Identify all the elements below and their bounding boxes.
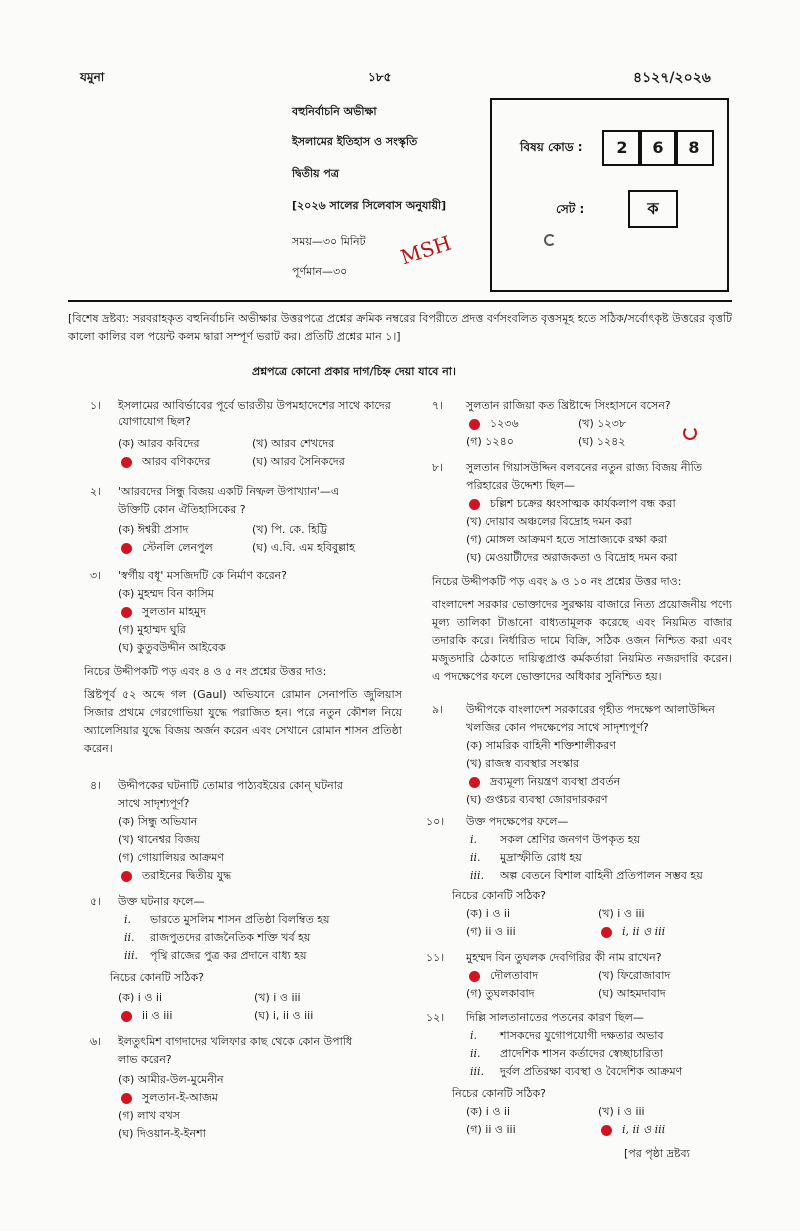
q11-option-c: (গ) তুঘলকাবাদ bbox=[466, 987, 535, 1000]
q5-option-b: (খ) i ও iii bbox=[254, 991, 301, 1004]
q5-text: উক্ত ঘটনার ফলে— bbox=[118, 895, 205, 908]
q9-option-d: (ঘ) গুপ্তচর ব্যবস্থা জোরদারকরণ bbox=[466, 793, 608, 806]
q3-option-b: সুলতান মাহমুদ bbox=[142, 605, 206, 618]
q2-option-b: (খ) পি. কে. হিট্টি bbox=[252, 523, 328, 536]
stem1-title: নিচের উদ্দীপকটি পড় এবং ৪ ও ৫ নং প্রশ্নের উত্তর দাও: bbox=[84, 665, 327, 678]
time-limit: সময়—৩০ মিনিট bbox=[292, 235, 366, 248]
q2-number: ২। bbox=[90, 485, 102, 498]
q1-option-d: (ঘ) আরব সৈনিকদের bbox=[252, 455, 345, 468]
q6-text-line2: লাভ করেন? bbox=[118, 1053, 172, 1066]
q1-option-c: আরব বণিকদের bbox=[142, 455, 211, 468]
q10-roman-i: i. bbox=[470, 833, 478, 846]
q8-text-line1: সুলতান গিয়াসউদ্দিন বলবনের নতুন রাজ্য বিজয় নীতি bbox=[466, 461, 703, 474]
q12-text: দিল্লি সালতানাতের পতনের কারণ ছিল— bbox=[466, 1011, 644, 1024]
q9-text-line1: উদ্দীপকে বাংলাদেশ সরকারের গৃহীত পদক্ষেপ আলাউদ্দিন bbox=[466, 703, 715, 716]
q7-answer-mark bbox=[469, 419, 480, 430]
q10-statement-iii: অল্প বেতনে বিশাল বাহিনী প্রতিপালন সম্ভব হয় bbox=[500, 869, 703, 882]
q8-text-line2: পরিহারের উদ্দেশ্য ছিল— bbox=[466, 479, 575, 492]
q5-option-a: (ক) i ও ii bbox=[118, 991, 163, 1004]
q12-option-b: (খ) i ও iii bbox=[598, 1105, 645, 1118]
syllabus-note: [২০২৬ সালের সিলেবাস অনুযায়ী] bbox=[292, 199, 447, 212]
q10-number: ১০। bbox=[426, 815, 445, 828]
q3-number: ৩। bbox=[90, 569, 102, 582]
q1-answer-mark bbox=[121, 457, 132, 468]
q1-text: ইসলামের আবির্ভাবের পূর্বে ভারতীয় উপমহাদেশের সাথে কাদের যোগাযোগ ছিল? bbox=[118, 399, 391, 428]
page-number: ১৮৫ bbox=[368, 70, 392, 84]
q5-which: নিচের কোনটি সঠিক? bbox=[110, 971, 204, 984]
q2-option-d: (ঘ) এ.বি. এম হবিবুল্লাহ bbox=[252, 541, 355, 554]
q9-number: ৯। bbox=[432, 703, 444, 716]
q6-number: ৬। bbox=[90, 1035, 102, 1048]
subject-code-digit: 8 bbox=[674, 130, 714, 166]
q9-text-line2: খলজির কোন পদক্ষেপের সাথে সাদৃশ্যপূর্ণ? bbox=[466, 721, 649, 734]
q2-option-a: (ক) ঈশ্বরী প্রসাদ bbox=[118, 523, 189, 536]
q3-answer-mark bbox=[121, 607, 132, 618]
q4-option-d: তরাইনের দ্বিতীয় যুদ্ধ bbox=[142, 869, 232, 882]
q10-option-a: (ক) i ও ii bbox=[466, 907, 511, 920]
q9-option-a: (ক) সামরিক বাহিনী শক্তিশালীকরণ bbox=[466, 739, 616, 752]
q3-option-a: (ক) মুহম্মদ বিন কাসিম bbox=[118, 587, 214, 600]
exam-type: বহুনির্বাচনি অভীক্ষা bbox=[292, 105, 377, 118]
q6-option-b: সুলতান-ই-আজম bbox=[142, 1091, 218, 1104]
q4-text-line1: উদ্দীপকের ঘটনাটি তোমার পাঠ্যবইয়ের কোন্ ঘটনার bbox=[118, 779, 343, 792]
q11-option-a: দৌলতাবাদ bbox=[490, 969, 539, 982]
q2-text-line1: 'আরবদের সিন্ধু বিজয় একটি নিষ্ফল উপাখ্যান'—এ bbox=[118, 485, 340, 498]
q3-option-c: (গ) মুহাম্মদ ঘুরি bbox=[118, 623, 186, 636]
q4-option-a: (ক) সিন্ধু অভিযান bbox=[118, 815, 198, 828]
q8-option-b: (খ) দোয়াব অঞ্চলের বিদ্রোহ দমন করা bbox=[466, 515, 632, 528]
q7-text: সুলতান রাজিয়া কত খ্রিষ্টাব্দে সিংহাসনে বসেন? bbox=[466, 399, 671, 412]
q5-statement-ii: রাজপুতদের রাজনৈতিক শক্তি খর্ব হয় bbox=[150, 931, 311, 944]
header-divider bbox=[68, 300, 732, 302]
q6-option-a: (ক) আমীর-উল-মুমেনীন bbox=[118, 1073, 224, 1086]
stem2-text: বাংলাদেশ সরকার ভোক্তাদের সুরক্ষায় বাজারে নিত্য প্রয়োজনীয় পণ্যে মূল্য তালিকা টাঙানো বাধ্যতামূলক করেছে এবং নিয়মিত বাজার তদারকি করে। নির্ধারিত দামে বিক্রি, সঠিক ওজন নিশ্চিত করা এবং মজুতদারি ঠেকাতে দায়িত্বপ্রাপ্ত কর্মকর্তারা নিয়মিত নজরদারি করেন। এ পদক্ষেপের ফলে ভোক্তাদের অধিকার সুনিশ্চিত হয়। bbox=[432, 598, 732, 683]
q8-option-d: (ঘ) মেওয়াটীদের অরাজকতা ও বিদ্রোহ দমন করা bbox=[466, 551, 678, 564]
q5-roman-i: i. bbox=[124, 913, 132, 926]
q12-number: ১২। bbox=[426, 1011, 445, 1024]
special-instructions: [বিশেষ দ্রষ্টব্য: সরবরাহকৃত বহুনির্বাচনি অভীক্ষার উত্তরপত্রে প্রশ্নের ক্রমিক নম্বরের বিপরীতে প্রদত্ত বর্ণসংবলিত বৃত্তসমূহ হতে সঠিক/সর্বোৎকৃষ্ট উত্তরের বৃত্তটি কালো কালির বল পয়েন্ট কলম দ্বারা সম্পূর্ণ ভরাট কর। প্রতিটি প্রশ্নের মান ১।] bbox=[68, 312, 732, 343]
pen-scribble bbox=[544, 234, 556, 246]
q2-text-line2: উক্তিটি কোন ঐতিহাসিকের ? bbox=[118, 503, 246, 516]
q2-option-c: স্টেনলি লেনপুল bbox=[142, 541, 213, 554]
set-value: ক bbox=[628, 190, 678, 228]
q12-option-a: (ক) i ও ii bbox=[466, 1105, 511, 1118]
q6-text-line1: ইলতুৎমিশ বাগদাদের খলিফার কাছ থেকে কোন উপাধি bbox=[118, 1035, 353, 1048]
q8-number: ৮। bbox=[432, 461, 444, 474]
q5-roman-iii: iii. bbox=[124, 949, 139, 962]
board-name: যমুনা bbox=[80, 70, 105, 84]
q7-option-a: ১২৩৬ bbox=[490, 417, 519, 430]
q10-answer-mark bbox=[601, 927, 612, 938]
q12-answer-mark bbox=[601, 1125, 612, 1136]
q5-answer-mark bbox=[121, 1011, 132, 1022]
q2-answer-mark bbox=[121, 543, 132, 554]
q8-answer-mark bbox=[469, 499, 480, 510]
handwritten-initials: MSH bbox=[397, 230, 455, 270]
q8-option-a: চল্লিশ চক্রের ধ্বংসাত্মক কার্যকলাপ বন্ধ করা bbox=[490, 497, 676, 510]
q11-option-d: (ঘ) আহমদাবাদ bbox=[598, 987, 666, 1000]
q7-option-c: (গ) ১২৪০ bbox=[466, 435, 514, 448]
q12-which: নিচের কোনটি সঠিক? bbox=[452, 1087, 546, 1100]
subject-title: ইসলামের ইতিহাস ও সংস্কৃতি bbox=[292, 135, 418, 148]
q11-option-b: (খ) ফিরোজাবাদ bbox=[598, 969, 671, 982]
q12-statement-i: শাসকদের যুগোপযোগী দক্ষতার অভাব bbox=[500, 1029, 664, 1042]
code-set-box bbox=[490, 98, 729, 292]
code-number: ৪১২৭/২০২৬ bbox=[633, 70, 711, 86]
q5-statement-i: ভারতে মুসলিম শাসন প্রতিষ্ঠা বিলম্বিত হয় bbox=[150, 913, 330, 926]
q1-option-b: (খ) আরব শেখদের bbox=[252, 437, 335, 450]
q10-roman-ii: ii. bbox=[470, 851, 481, 864]
q6-answer-mark bbox=[121, 1093, 132, 1104]
q11-number: ১১। bbox=[426, 951, 445, 964]
subject-code-digit: 6 bbox=[638, 130, 678, 166]
q7-number: ৭। bbox=[432, 399, 444, 412]
q11-answer-mark bbox=[469, 971, 480, 982]
q5-number: ৫। bbox=[90, 895, 102, 908]
q6-option-d: (ঘ) দিওয়ান-ই-ইনশা bbox=[118, 1127, 206, 1140]
q9-option-b: (খ) রাজস্ব ব্যবস্থার সংস্কার bbox=[466, 757, 580, 770]
q9-option-c: দ্রব্যমূল্য নিয়ন্ত্রণ ব্যবস্থা প্রবর্তন bbox=[490, 775, 621, 788]
q11-text: মুহম্মদ বিন তুঘলক দেবগিরির কী নাম রাখেন? bbox=[466, 951, 662, 964]
q5-statement-iii: পৃথ্বি রাজের পুত্র কর প্রদানে বাধ্য হয় bbox=[150, 949, 307, 962]
q1-number: ১। bbox=[90, 399, 102, 412]
q6-option-c: (গ) লাখ বখস bbox=[118, 1109, 181, 1122]
q5-roman-ii: ii. bbox=[124, 931, 135, 944]
q5-option-c: ii ও iii bbox=[142, 1009, 173, 1022]
q12-roman-i: i. bbox=[470, 1029, 478, 1042]
q3-option-d: (ঘ) কুতুবউদ্দীন আইবেক bbox=[118, 641, 226, 654]
q10-which: নিচের কোনটি সঠিক? bbox=[452, 889, 546, 902]
q4-option-c: (গ) গোয়ালিয়র আক্রমণ bbox=[118, 851, 224, 864]
q12-statement-iii: দুর্বল প্রতিরক্ষা ব্যবস্থা ও বৈদেশিক আক্রমণ bbox=[500, 1065, 683, 1078]
q3-text: 'স্বর্গীয় বধূ' মসজিদটি কে নির্মাণ করেন? bbox=[118, 569, 288, 582]
q10-roman-iii: iii. bbox=[470, 869, 485, 882]
q8-option-c: (গ) মোঙ্গল আক্রমণ হতে সাম্রাজ্যকে রক্ষা করা bbox=[466, 533, 667, 546]
q12-option-c: (গ) ii ও iii bbox=[466, 1123, 516, 1136]
paper-title: দ্বিতীয় পত্র bbox=[292, 167, 339, 180]
stem2-title: নিচের উদ্দীপকটি পড় এবং ৯ ও ১০ নং প্রশ্নের উত্তর দাও: bbox=[432, 575, 682, 588]
q1-option-a: (ক) আরব কবিদের bbox=[118, 437, 200, 450]
set-label: সেট : bbox=[556, 202, 585, 216]
q7-option-d: (ঘ) ১২৪২ bbox=[578, 435, 626, 448]
q7-option-b: (খ) ১২৩৮ bbox=[578, 417, 626, 430]
q10-statement-i: সকল শ্রেণির জনগণ উপকৃত হয় bbox=[500, 833, 640, 846]
q4-number: ৪। bbox=[90, 779, 102, 792]
q10-statement-ii: মুদ্রাস্ফীতি রোধ হয় bbox=[500, 851, 582, 864]
no-marks-note: প্রশ্নপত্রে কোনো প্রকার দাগ/চিহ্ন দেয়া যাবে না। bbox=[252, 365, 456, 378]
q4-option-b: (খ) থানেশ্বর বিজয় bbox=[118, 833, 201, 846]
q12-roman-ii: ii. bbox=[470, 1047, 481, 1060]
next-page-note: [পর পৃষ্ঠা দ্রষ্টব্য bbox=[624, 1147, 690, 1160]
pen-scribble bbox=[683, 426, 697, 440]
q10-text: উক্ত পদক্ষেপের ফলে— bbox=[466, 815, 569, 828]
q9-answer-mark bbox=[469, 777, 480, 788]
q4-text-line2: সাথে সাদৃশ্যপূর্ণ? bbox=[118, 797, 190, 810]
q12-statement-ii: প্রাদেশিক শাসন কর্তাদের স্বেচ্ছাচারিতা bbox=[500, 1047, 663, 1060]
q12-option-d: i, ii ও iii bbox=[622, 1123, 666, 1136]
q10-option-b: (খ) i ও iii bbox=[598, 907, 645, 920]
subject-code-label: বিষয় কোড : bbox=[520, 140, 583, 154]
q10-option-c: (গ) ii ও iii bbox=[466, 925, 516, 938]
subject-code-digit: 2 bbox=[602, 130, 642, 166]
stem1-text: খ্রিষ্টপূর্ব ৫২ অব্দে গল (Gaul) অভিযানে রোমান সেনাপতি জুলিয়াস সিজার প্রথমে গেরগোভিয়া যুদ্ধে পরাজিত হন। পরে নতুন কৌশল নিয়ে অ্যালেসিয়ার যুদ্ধে বিজয় অর্জন করেন এবং সেখানে রোমান শাসন প্রতিষ্ঠা করেন। bbox=[84, 688, 402, 755]
q12-roman-iii: iii. bbox=[470, 1065, 485, 1078]
q4-answer-mark bbox=[121, 871, 132, 882]
q5-option-d: (ঘ) i, ii ও iii bbox=[254, 1009, 314, 1022]
full-marks: পূর্ণমান—৩০ bbox=[292, 265, 348, 278]
q10-option-d: i, ii ও iii bbox=[622, 925, 666, 938]
